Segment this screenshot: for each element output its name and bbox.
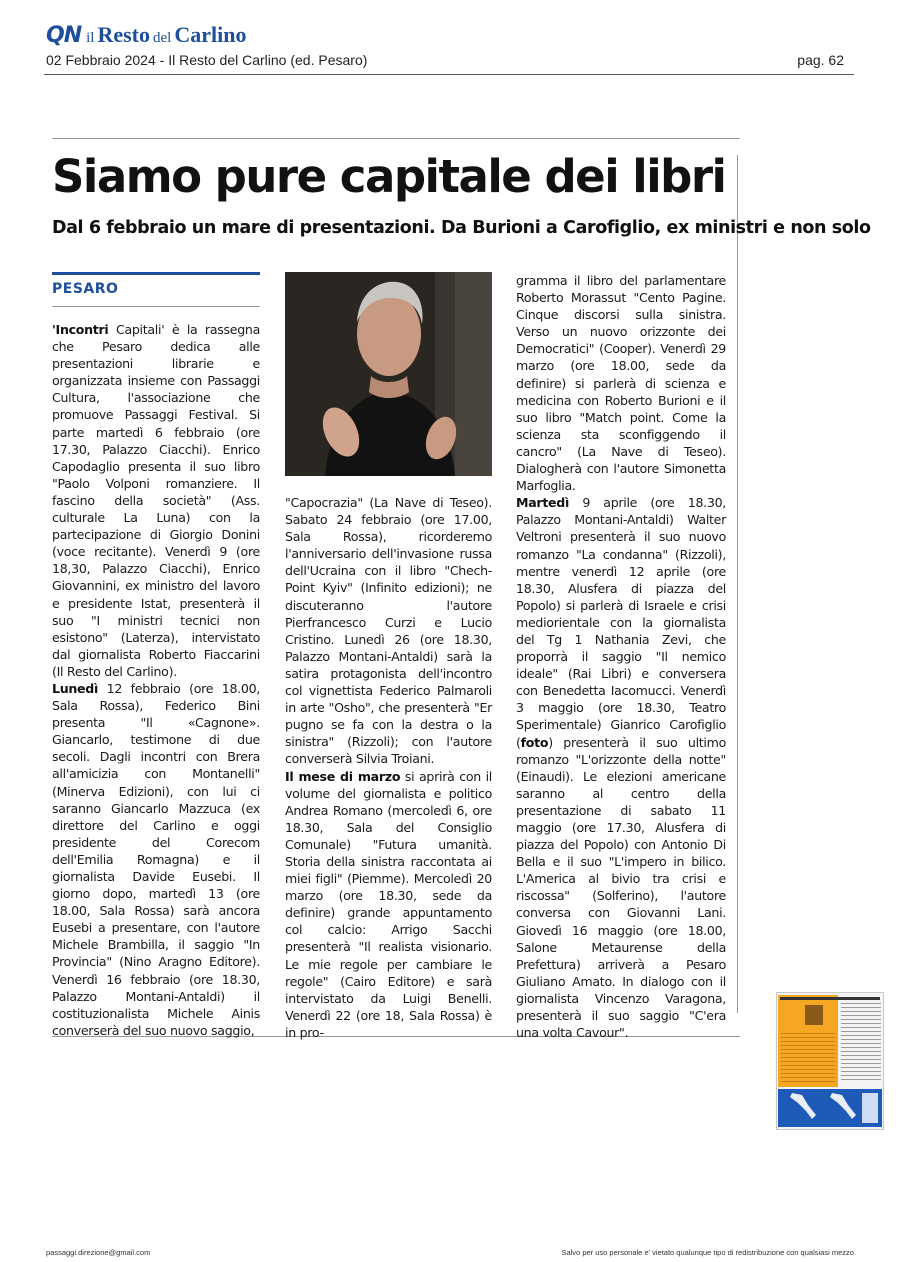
paragraph — [516, 494, 726, 1041]
section-name: PESARO — [52, 281, 119, 297]
paragraph-text: gramma il libro del parlamentare Roberto Morassut "Cento Pagine. Cinque discorsi sulla sinistra. Verso un nuovo orizzonte dei Democratici" (Cooper). Venerdì 29 marzo (ore 18.00, sede da definire) si parlerà di scienza e medicina con Roberto Burioni e il suo libro "Match point. Come la scienza sta sconfiggendo il cancro" (La Nave di Teseo). Dialogherà con l'autore Simonetta Marfoglia. — [516, 273, 726, 494]
thumbnail-headline — [780, 997, 880, 1000]
article-column-3 — [516, 272, 726, 1041]
paragraph-text: "Capocrazia" (La Nave di Teseo). Sabato 24 febbraio (ore 17.00, Sala Rossa), ricorderemo l'anniversario dell'invasione russa dell'Ucraina con il libro "Chech-Point Kyiv" (Infinito edizioni); ne discuteranno l'autore Pierfrancesco Curzi e Lucio Cristino. Lunedì 26 (ore 18.30, Palazzo Montani-Antaldi) sarà la satira protagonista dell'incontro col vignettista Federico Palmaroli in arte "Osho", che presenterà "Er pugno se fa con la destra o la sinistra" (Rizzoli); con l'autore converserà Silvia Troiani. — [285, 495, 492, 767]
thumbnail-photo — [805, 1005, 823, 1025]
photo-reference: foto — [520, 734, 549, 750]
paragraph — [52, 680, 260, 1039]
page-thumbnail — [776, 992, 884, 1130]
masthead-logo — [46, 14, 246, 48]
logo-del: del — [153, 30, 172, 46]
section-divider — [52, 306, 260, 307]
newspaper-name — [83, 22, 246, 48]
paragraph — [516, 272, 726, 494]
paragraph — [285, 494, 492, 768]
lead-in: 'Incontri — [52, 322, 109, 337]
logo-carlino: Carlino — [174, 22, 247, 47]
paragraph — [285, 768, 492, 1042]
article-headline: Siamo pure capitale dei libri — [52, 150, 726, 203]
footer-email: passaggi.direzione@gmail.com — [46, 1248, 151, 1257]
article-subheadline: Dal 6 febbraio un mare di presentazioni. Da Burioni a Carofiglio, ex ministri e non solo — [52, 218, 871, 238]
header-divider — [44, 74, 854, 75]
thumbnail-text-lines — [781, 1033, 835, 1083]
author-photo — [285, 272, 492, 476]
logo-resto: Resto — [97, 22, 151, 47]
lead-in: Lunedì — [52, 680, 99, 696]
article-column-2 — [285, 494, 492, 1041]
page-number: pag. 62 — [797, 52, 844, 68]
paragraph-text: 12 febbraio (ore 18.00, Sala Rossa), Federico Bini presenta "Il «Cagnone». Giancarlo, testimone di due secoli. Dagli incontri con Brera all'amicizia con Montanelli" (Minerva Edizioni), con lui ci saranno Giancarlo Mazzuca (ex direttore del Carlino e oggi presidente del Corecom dell'Emilia Romagna) e il giornalista Davide Eusebi. Il giorno dopo, martedì 13 (ore 18.00, Sala Rossa) sarà ancora Eusebi a presentare, con l'autore Michele Brambilla, il saggio "In Provincia" (Nino Aragno Editore). Venerdì 16 febbraio (ore 18.30, Palazzo Montani-Antaldi) il costituzionalista Michele Ainis converserà del suo nuovo saggio, — [52, 680, 260, 1038]
paragraph — [52, 321, 260, 680]
paragraph-text: ) presenterà il suo ultimo romanzo "L'orizzonte della notte" (Einaudi). Le elezioni americane saranno al centro della presentazione di sabato 11 maggio (ore 17.30, Alusfera di piazza del Popolo) con Antonio Di Bella e il suo "L'impero in bilico. L'America al bivio tra crisi e riscossa" (Solferino), l'autore conversa con Giovanni Lani. Giovedì 16 maggio (ore 18.00, Salone Metaurense della Prefettura) arriverà a Pesaro Giuliano Amato. In dialogo con il giornalista Vincenzo Varagona, presenterà il suo saggio "C'era una volta Cavour". — [516, 734, 726, 1041]
portrait-image — [285, 272, 492, 476]
article-top-rule — [52, 138, 740, 139]
lead-in: Il mese di marzo — [285, 768, 401, 784]
paragraph-text: si aprirà con il volume del giornalista e politico Andrea Romano (mercoledì 6, ore 18.30, Sala del Consiglio Comunale) "Futura umanità. Storia della sinistra raccontata ai miei figli" (Piemme). Mercoledì 20 marzo (ore 18.30, sede da definire) grande appuntamento col calcio: Arrigo Sacchi presenterà "Il realista visionario. Le mie regole per cambiare le regole" (Cairo Editore) e sarà intervistato da Luigi Benelli. Venerdì 22 (ore 18, Sala Rossa) è in pro- — [285, 768, 492, 1040]
logo-il: il — [86, 30, 95, 46]
italy-map-icon — [778, 1089, 882, 1127]
paragraph-text: Capitali' è la rassegna che Pesaro dedica alle presentazioni librarie e organizzata insieme con Passaggi Cultura, l'associazione che promuove Passaggi Festival. Si parte martedì 6 febbraio (ore 17.30, Palazzo Ciacchi). Enrico Capodaglio presenta il suo libro "Paolo Volponi romanziere. Il fascino della società" (Ass. culturale La Luna) con la partecipazione di Giorgio Donini (voce recitante). Venerdì 9 (ore 18,30, Palazzo Ciacchi), Enrico Giovannini, ex ministro del lavoro e presidente Istat, presenterà il suo "I ministri tecnici non esistono" (Laterza), intervistato dal giornalista Roberto Fiaccarini (Il Resto del Carlino). — [52, 322, 260, 679]
thumbnail-weather-map — [778, 1089, 882, 1127]
qn-logo: QN — [46, 23, 82, 48]
article-column-1 — [52, 321, 260, 1039]
footer-notice: Salvo per uso personale e' vietato qualunque tipo di redistribuzione con qualsiasi mezzo. — [561, 1248, 856, 1257]
section-label — [52, 272, 260, 297]
lead-in: Martedì — [516, 495, 570, 511]
paragraph-text: 9 aprile (ore 18.30, Palazzo Montani-Antaldi) Walter Veltroni presenterà il suo nuovo romanzo "La condanna" (Rizzoli), mentre venerdì 12 aprile (ore 18.30, Alusfera di piazza del Popolo) si parlerà di Israele e crisi mediorientale con la giornalista del Tg 1 Nathania Zevi, che proporrà il saggio "Il nemico ideale" (Rai Libri) e conversera con Benedetta Iacomucci. Venerdì 3 maggio (ore 18.30, Teatro Sperimentale) Gianrico Carofiglio ( — [516, 495, 726, 750]
dateline: 02 Febbraio 2024 - Il Resto del Carlino (ed. Pesaro) — [46, 52, 368, 68]
thumbnail-side-lines — [841, 1003, 881, 1083]
article-right-rule — [737, 155, 738, 1013]
